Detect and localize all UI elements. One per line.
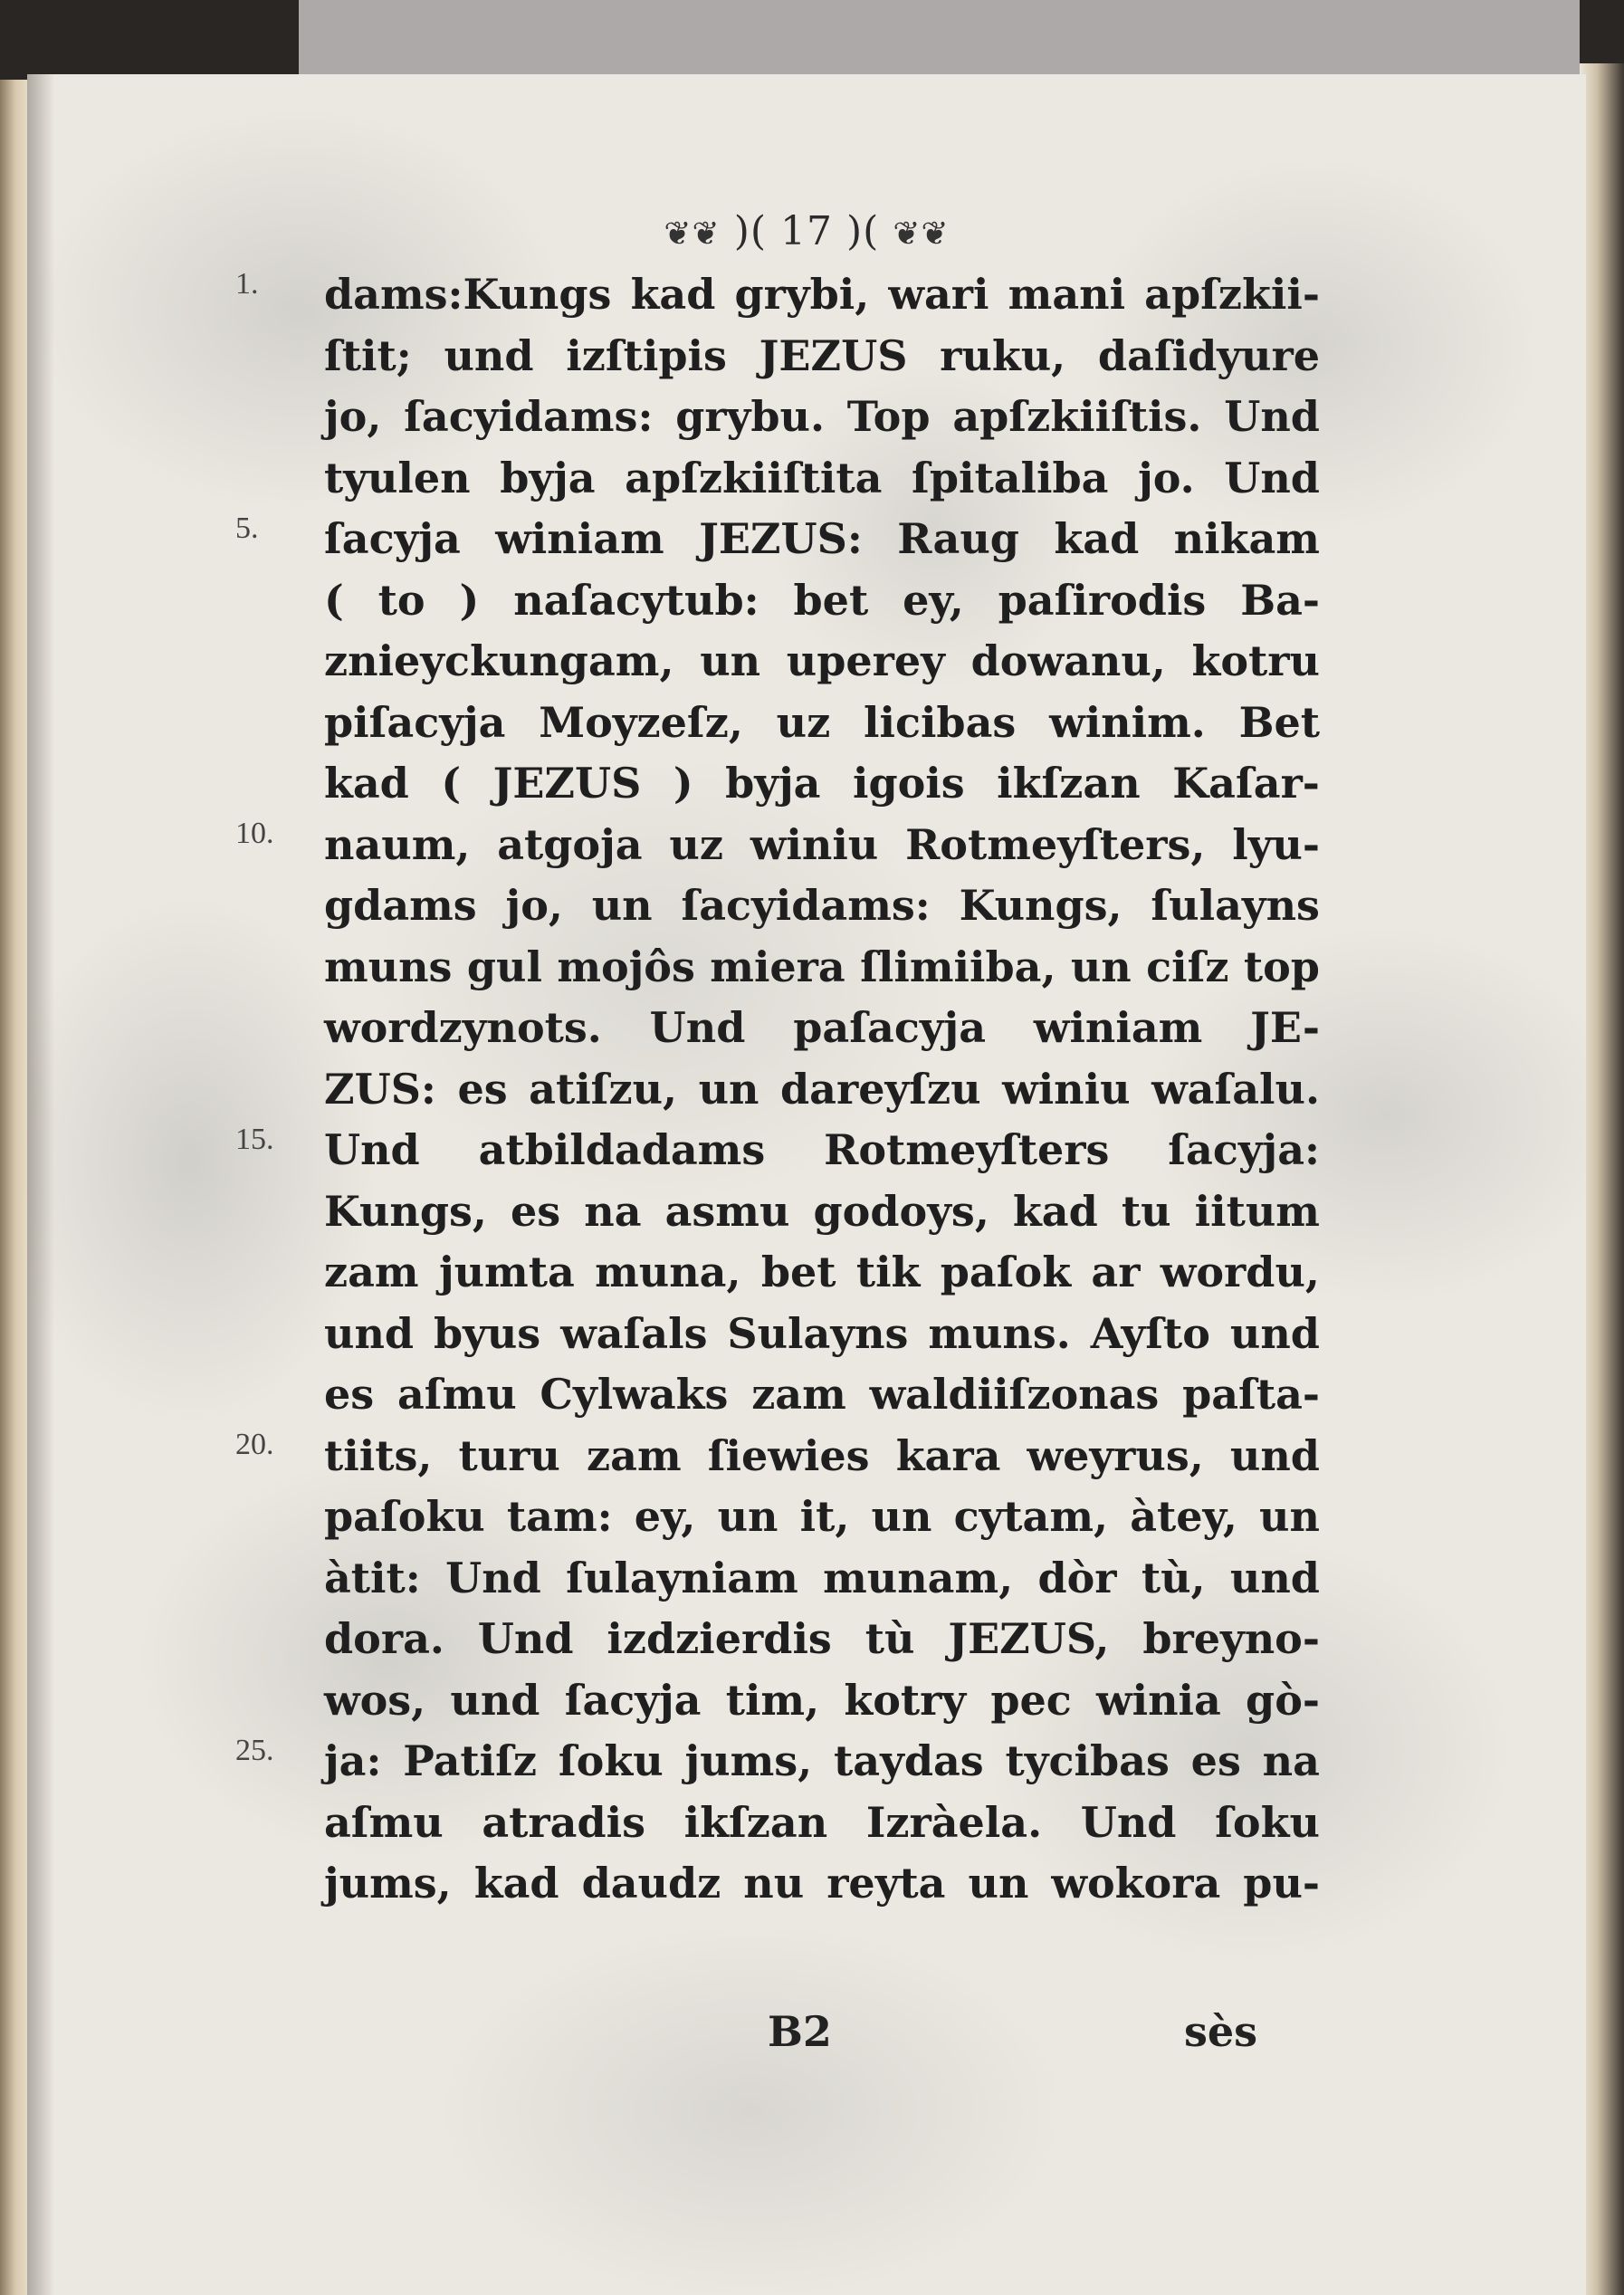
- text-line: jo, ſacyidams: grybu. Top apſzkiiſtis. Und: [324, 392, 1320, 441]
- text-line: naum, atgoja uz winiu Rotmeyſters, lyu-: [324, 819, 1320, 869]
- text-line: Und atbildadams Rotmeyſters ſacyja:: [324, 1125, 1320, 1174]
- text-line: jums, kad daudz nu reyta un wokora pu-: [324, 1859, 1320, 1908]
- text-line: gdams jo, un ſacyidams: Kungs, ſulayns: [324, 881, 1320, 930]
- background-band: [299, 0, 1580, 74]
- text-line: dams:Kungs kad grybi, wari mani apſzkii-: [324, 270, 1320, 319]
- right-page-edge: [1580, 63, 1624, 2295]
- line-number: 20.: [235, 1428, 274, 1461]
- line-number: 15.: [235, 1123, 274, 1156]
- text-line: tiits, turu zam ſiewies kara weyrus, und: [324, 1430, 1320, 1480]
- text-line: ja: Patiſz ſoku jums, taydas tycibas es na: [324, 1736, 1320, 1785]
- body-text: [324, 264, 1320, 1915]
- left-ornament-icon: ❦❦: [664, 215, 721, 253]
- text-line: aſmu atradis ikſzan Izràela. Und ſoku: [324, 1797, 1320, 1847]
- text-line: ſacyja winiam JEZUS: Raug kad nikam: [324, 514, 1320, 563]
- line-number: 5.: [235, 512, 259, 545]
- line-number: 25.: [235, 1734, 274, 1767]
- text-line: paſoku tam: ey, un it, un cytam, àtey, un: [324, 1492, 1320, 1541]
- book-page: [27, 74, 1586, 2295]
- text-line: wordzynots. Und paſacyja winiam JE-: [324, 1003, 1320, 1052]
- text-line: kad ( JEZUS ) byja igois ikſzan Kaſar-: [324, 759, 1320, 808]
- page-number: )( 17 )(: [733, 208, 880, 254]
- text-line: es aſmu Cylwaks zam waldiiſzonas paſta-: [324, 1370, 1320, 1419]
- text-line: àtit: Und ſulayniam munam, dòr tù, und: [324, 1553, 1320, 1602]
- text-line: ( to ) naſacytub: bet ey, paſirodis Ba-: [324, 575, 1320, 625]
- text-line: muns gul mojôs miera ſlimiiba, un ciſz top: [324, 942, 1320, 991]
- right-ornament-icon: ❦❦: [893, 215, 950, 253]
- text-line: dora. Und izdzierdis tù JEZUS, breyno-: [324, 1614, 1320, 1663]
- signature-mark: B2: [768, 2007, 832, 2056]
- page-header: [27, 208, 1586, 254]
- line-number: 1.: [235, 267, 259, 301]
- text-line: znieyckungam, un uperey dowanu, kotru: [324, 636, 1320, 685]
- line-number: 10.: [235, 817, 274, 850]
- text-line: zam jumta muna, bet tik paſok ar wordu,: [324, 1248, 1320, 1296]
- catchword: sès: [1184, 2007, 1258, 2056]
- text-line: wos, und ſacyja tim, kotry pec winia gò-: [324, 1675, 1320, 1725]
- text-line: ZUS: es atiſzu, un dareyſzu winiu waſalu.: [324, 1064, 1320, 1114]
- text-line: tyulen byja apſzkiiſtita ſpitaliba jo. Und: [324, 453, 1320, 502]
- text-line: und byus waſals Sulayns muns. Ayſto und: [324, 1308, 1320, 1358]
- gutter-shadow: [27, 74, 54, 2295]
- text-line: piſacyja Moyzeſz, uz licibas winim. Bet: [324, 697, 1320, 747]
- text-line: Kungs, es na asmu godoys, kad tu iitum: [324, 1186, 1320, 1236]
- text-line: ſtit; und izſtipis JEZUS ruku, daſidyure: [324, 330, 1320, 380]
